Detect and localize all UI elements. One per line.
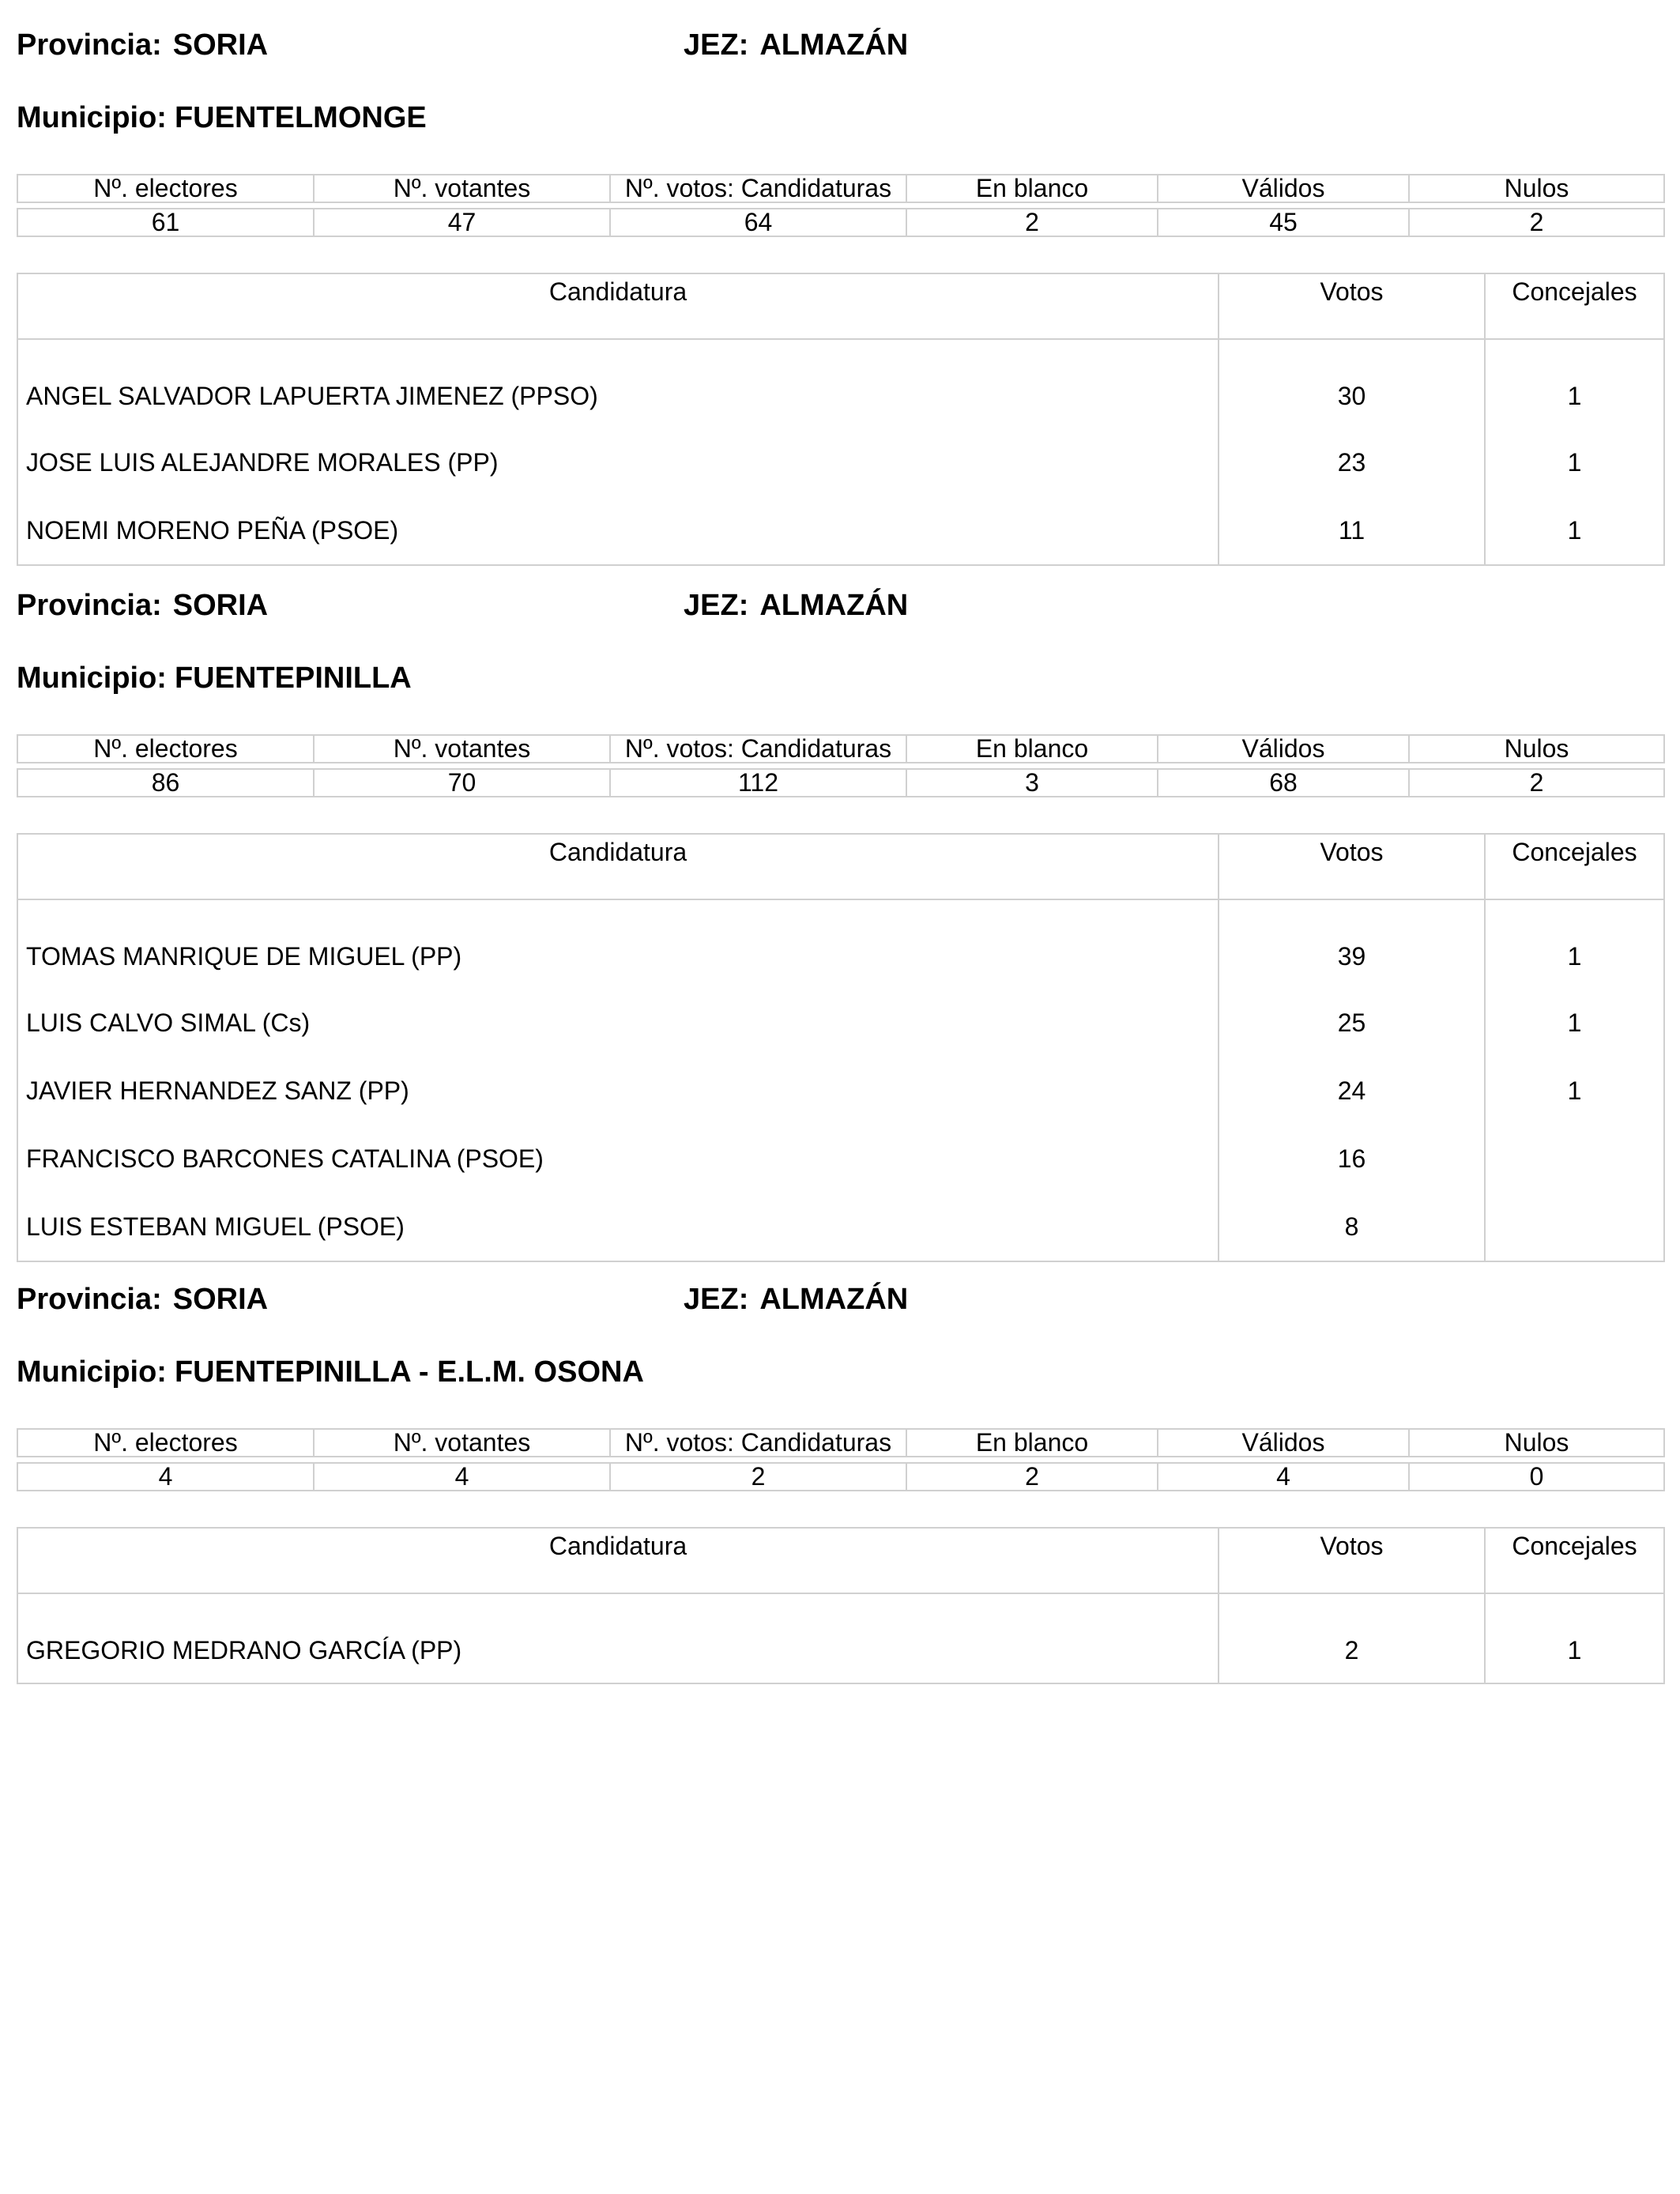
candidate-name: LUIS ESTEBAN MIGUEL (PSOE) xyxy=(17,1193,1219,1261)
stats-table xyxy=(17,734,1665,797)
candidate-concejales: 1 xyxy=(1485,989,1664,1057)
candidates-header-cell: Concejales xyxy=(1485,1528,1664,1593)
stats-value-cell: 61 xyxy=(17,209,314,236)
stats-value-cell: 2 xyxy=(610,1463,906,1491)
stats-value-cell: 86 xyxy=(17,769,314,797)
stats-value-cell: 4 xyxy=(1158,1463,1409,1491)
stats-header-cell: En blanco xyxy=(906,175,1158,202)
candidate-name: ANGEL SALVADOR LAPUERTA JIMENEZ (PPSO) xyxy=(17,339,1219,428)
municipio-label: Municipio: xyxy=(17,662,167,695)
candidate-concejales: 1 xyxy=(1485,339,1664,428)
candidates-table xyxy=(17,833,1665,1262)
municipio-heading xyxy=(17,654,412,702)
candidates-header-cell: Candidatura xyxy=(17,1528,1219,1593)
candidate-votos: 23 xyxy=(1219,428,1485,496)
stats-header-cell: Nº. votantes xyxy=(314,175,610,202)
provincia-heading xyxy=(17,1276,268,1323)
municipio-value: FUENTELMONGE xyxy=(174,101,427,134)
candidate-row xyxy=(17,496,1664,565)
candidates-header-row xyxy=(17,273,1664,339)
municipio-label: Municipio: xyxy=(17,101,167,134)
stats-value-row xyxy=(17,1463,1664,1491)
stats-value-cell: 70 xyxy=(314,769,610,797)
provincia-label: Provincia: xyxy=(17,28,162,62)
candidate-row xyxy=(17,1057,1664,1125)
candidate-concejales: 1 xyxy=(1485,1057,1664,1125)
provincia-label: Provincia: xyxy=(17,589,162,622)
stats-value-cell: 4 xyxy=(314,1463,610,1491)
candidates-header-cell: Concejales xyxy=(1485,834,1664,899)
stats-header-cell: En blanco xyxy=(906,735,1158,763)
jez-label: JEZ: xyxy=(684,1283,749,1316)
candidates-table xyxy=(17,273,1665,566)
candidate-votos: 39 xyxy=(1219,899,1485,989)
candidate-votos: 2 xyxy=(1219,1593,1485,1683)
stats-value-row xyxy=(17,769,1664,797)
candidate-concejales xyxy=(1485,1125,1664,1193)
candidate-votos: 16 xyxy=(1219,1125,1485,1193)
stats-value-cell: 4 xyxy=(17,1463,314,1491)
section-header xyxy=(17,21,1663,69)
section-header xyxy=(17,1276,1663,1323)
candidates-header-cell: Votos xyxy=(1219,834,1485,899)
candidate-votos: 30 xyxy=(1219,339,1485,428)
candidate-votos: 8 xyxy=(1219,1193,1485,1261)
jez-heading xyxy=(684,21,908,69)
candidate-name: JAVIER HERNANDEZ SANZ (PP) xyxy=(17,1057,1219,1125)
stats-value-cell: 2 xyxy=(906,209,1158,236)
stats-value-cell: 2 xyxy=(906,1463,1158,1491)
candidate-concejales: 1 xyxy=(1485,899,1664,989)
stats-value-cell: 3 xyxy=(906,769,1158,797)
municipio-heading xyxy=(17,1348,644,1396)
candidates-header-row xyxy=(17,1528,1664,1593)
stats-header-cell: Nulos xyxy=(1409,1429,1664,1457)
stats-header-cell: Nº. electores xyxy=(17,1429,314,1457)
candidate-votos: 25 xyxy=(1219,989,1485,1057)
candidate-name: FRANCISCO BARCONES CATALINA (PSOE) xyxy=(17,1125,1219,1193)
municipio-value: FUENTEPINILLA xyxy=(174,662,412,695)
jez-value: ALMAZÁN xyxy=(759,589,909,622)
candidate-name: NOEMI MORENO PEÑA (PSOE) xyxy=(17,496,1219,565)
stats-header-cell: Nº. votos: Candidaturas xyxy=(610,175,906,202)
stats-value-cell: 64 xyxy=(610,209,906,236)
stats-header-cell: Nº. electores xyxy=(17,175,314,202)
stats-header-cell: Nº. votos: Candidaturas xyxy=(610,735,906,763)
candidate-row xyxy=(17,1193,1664,1261)
candidate-concejales: 1 xyxy=(1485,1593,1664,1683)
stats-value-cell: 2 xyxy=(1409,769,1664,797)
candidates-header-cell: Votos xyxy=(1219,273,1485,339)
stats-header-cell: En blanco xyxy=(906,1429,1158,1457)
candidates-header-cell: Candidatura xyxy=(17,834,1219,899)
candidate-votos: 11 xyxy=(1219,496,1485,565)
candidates-header-row xyxy=(17,834,1664,899)
candidates-header-cell: Concejales xyxy=(1485,273,1664,339)
stats-header-cell: Válidos xyxy=(1158,735,1409,763)
candidate-row xyxy=(17,1125,1664,1193)
candidate-row xyxy=(17,339,1664,428)
stats-header-row xyxy=(17,735,1664,763)
municipio-value: FUENTEPINILLA - E.L.M. OSONA xyxy=(174,1355,644,1389)
candidate-row xyxy=(17,428,1664,496)
candidate-row xyxy=(17,1593,1664,1683)
candidates-table xyxy=(17,1527,1665,1684)
candidate-concejales: 1 xyxy=(1485,428,1664,496)
stats-value-cell: 0 xyxy=(1409,1463,1664,1491)
candidate-name: TOMAS MANRIQUE DE MIGUEL (PP) xyxy=(17,899,1219,989)
jez-label: JEZ: xyxy=(684,589,749,622)
stats-table xyxy=(17,1428,1665,1491)
stats-header-row xyxy=(17,175,1664,202)
provincia-value: SORIA xyxy=(172,28,269,62)
candidates-header-cell: Candidatura xyxy=(17,273,1219,339)
candidate-row xyxy=(17,899,1664,989)
candidate-concejales xyxy=(1485,1193,1664,1261)
stats-value-cell: 45 xyxy=(1158,209,1409,236)
stats-header-cell: Nulos xyxy=(1409,735,1664,763)
stats-header-cell: Nº. votantes xyxy=(314,735,610,763)
provincia-value: SORIA xyxy=(172,589,269,622)
jez-heading xyxy=(684,1276,908,1323)
stats-value-cell: 47 xyxy=(314,209,610,236)
section-header xyxy=(17,582,1663,629)
jez-label: JEZ: xyxy=(684,28,749,62)
jez-value: ALMAZÁN xyxy=(759,28,909,62)
jez-heading xyxy=(684,582,908,629)
stats-value-cell: 2 xyxy=(1409,209,1664,236)
stats-value-row xyxy=(17,209,1664,236)
stats-header-cell: Válidos xyxy=(1158,175,1409,202)
stats-header-cell: Nº. electores xyxy=(17,735,314,763)
candidate-row xyxy=(17,989,1664,1057)
candidate-name: GREGORIO MEDRANO GARCÍA (PP) xyxy=(17,1593,1219,1683)
municipio-label: Municipio: xyxy=(17,1355,167,1389)
candidate-name: JOSE LUIS ALEJANDRE MORALES (PP) xyxy=(17,428,1219,496)
stats-table xyxy=(17,174,1665,237)
stats-value-cell: 68 xyxy=(1158,769,1409,797)
stats-header-cell: Nulos xyxy=(1409,175,1664,202)
provincia-label: Provincia: xyxy=(17,1283,162,1316)
stats-header-cell: Nº. votantes xyxy=(314,1429,610,1457)
stats-header-cell: Válidos xyxy=(1158,1429,1409,1457)
candidate-concejales: 1 xyxy=(1485,496,1664,565)
provincia-heading xyxy=(17,582,268,629)
stats-header-cell: Nº. votos: Candidaturas xyxy=(610,1429,906,1457)
candidates-header-cell: Votos xyxy=(1219,1528,1485,1593)
provincia-value: SORIA xyxy=(172,1283,269,1316)
stats-header-row xyxy=(17,1429,1664,1457)
candidate-votos: 24 xyxy=(1219,1057,1485,1125)
municipio-heading xyxy=(17,94,427,141)
stats-value-cell: 112 xyxy=(610,769,906,797)
jez-value: ALMAZÁN xyxy=(759,1283,909,1316)
candidate-name: LUIS CALVO SIMAL (Cs) xyxy=(17,989,1219,1057)
provincia-heading xyxy=(17,21,268,69)
